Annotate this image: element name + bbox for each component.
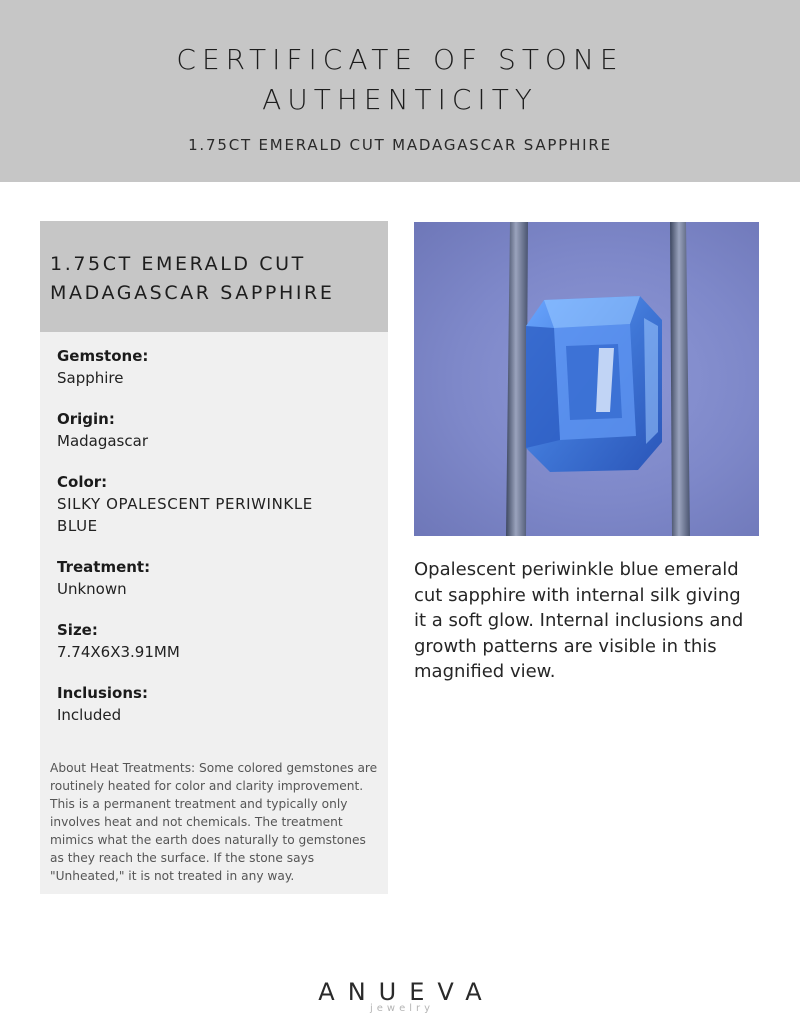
field-value: Madagascar — [57, 432, 148, 450]
field-size — [57, 620, 388, 663]
field-gemstone — [57, 346, 388, 389]
certificate-title — [0, 40, 800, 120]
heat-treatment-note: About Heat Treatments: Some colored gemstones are routinely heated for color and clarity improvement. This is a permanent treatment and typically only involves heat and not chemicals. The treatment mimics what the earth does naturally to gemstones as they reach the surface. If the stone says "Unheated," it is not treated in any way. — [50, 761, 378, 883]
stone-fields — [40, 332, 388, 726]
logo-brand: ANUEVA — [318, 978, 495, 1006]
field-value: Sapphire — [57, 369, 124, 387]
field-label: Gemstone: — [57, 347, 149, 365]
field-label: Treatment: — [57, 558, 151, 576]
field-value: SILKY OPALESCENT PERIWINKLE BLUE — [57, 495, 313, 535]
title-line-2: AUTHENTICITY — [262, 83, 538, 116]
field-value: 7.74X6X3.91MM — [57, 643, 180, 661]
certificate-header — [0, 0, 800, 182]
title-line-1: CERTIFICATE OF STONE — [176, 43, 624, 76]
field-label: Color: — [57, 473, 108, 491]
sapphire-photo — [414, 222, 759, 536]
certificate-subtitle: 1.75CT EMERALD CUT MADAGASCAR SAPPHIRE — [188, 136, 612, 154]
tweezer-right-arm — [670, 222, 690, 536]
field-inclusions — [57, 683, 388, 726]
stone-details-heading — [40, 221, 388, 332]
stone-details-panel — [40, 221, 388, 894]
field-value: Unknown — [57, 580, 127, 598]
field-label: Origin: — [57, 410, 115, 428]
tweezer-left-arm — [506, 222, 528, 536]
logo-subtext: jewelry — [369, 1003, 435, 1014]
field-label: Inclusions: — [57, 684, 148, 702]
heading-line-2: MADAGASCAR SAPPHIRE — [50, 282, 335, 304]
field-treatment — [57, 557, 388, 600]
field-origin — [57, 409, 388, 452]
field-label: Size: — [57, 621, 98, 639]
field-color — [57, 472, 388, 537]
heading-line-1: 1.75CT EMERALD CUT — [50, 253, 306, 275]
sapphire-stone — [526, 296, 662, 472]
anueva-logo — [0, 978, 800, 1014]
field-value: Included — [57, 706, 122, 724]
sapphire-in-tweezers-illustration — [414, 222, 759, 536]
photo-caption: Opalescent periwinkle blue emerald cut sapphire with internal silk giving it a soft glow. Internal inclusions and growth patterns are visible in this magnified view. — [414, 559, 744, 682]
